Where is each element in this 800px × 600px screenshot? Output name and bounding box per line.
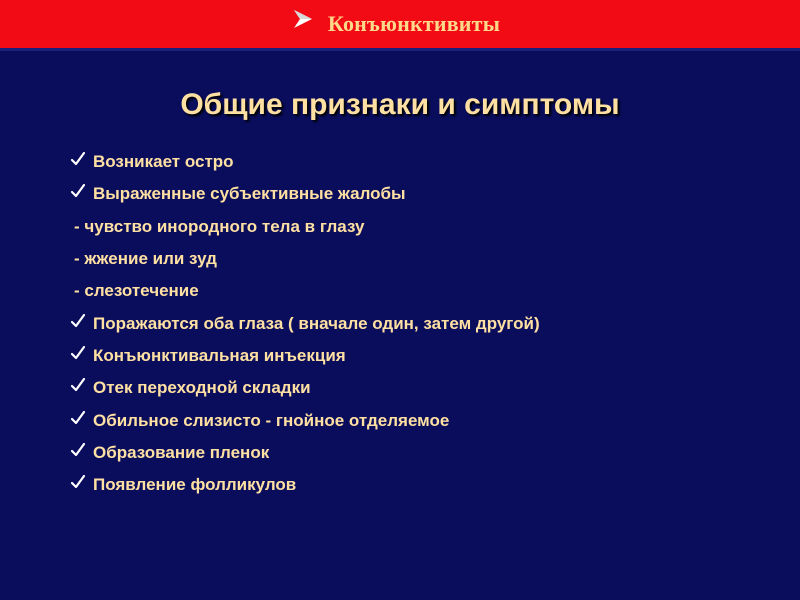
- header-title: Конъюнктивиты: [327, 11, 501, 36]
- list-item: [70, 178, 770, 210]
- list-item-text: Отек переходной складки: [93, 378, 311, 398]
- list-subitem: [70, 275, 770, 307]
- list-item-text: Поражаются оба глаза ( вначале один, затем другой): [93, 313, 540, 333]
- list-subitem: [70, 211, 770, 243]
- checkmark-icon: [70, 183, 86, 199]
- checkmark-icon: [70, 442, 86, 458]
- checkmark-icon: [70, 474, 86, 490]
- list-item-text: Конъюнктивальная инъекция: [93, 345, 346, 365]
- list-item-text: Возникает остро: [93, 152, 234, 172]
- checkmark-icon: [70, 345, 86, 361]
- list-item: [70, 340, 770, 372]
- checkmark-icon: [70, 377, 86, 393]
- list-subitem: [70, 243, 770, 275]
- list-item-text: Обильное слизисто - гнойное отделяемое: [93, 410, 450, 430]
- list-item: [70, 404, 770, 436]
- list-item-text: - жжение или зуд: [74, 249, 217, 269]
- checkmark-icon: [70, 313, 86, 329]
- arrow-bullet-icon: [292, 8, 314, 30]
- header-bar: [0, 0, 800, 48]
- checkmark-icon: [70, 151, 86, 167]
- list-item-text: Появление фолликулов: [93, 475, 297, 495]
- list-item: [70, 307, 770, 339]
- list-item-text: Выраженные субъективные жалобы: [93, 184, 406, 204]
- list-item-text: - слезотечение: [74, 281, 199, 301]
- header-divider: [0, 48, 800, 51]
- slide-heading: Общие признаки и симптомы: [180, 88, 620, 121]
- list-item: [70, 437, 770, 469]
- list-item-text: - чувство инородного тела в глазу: [74, 216, 365, 236]
- list-item: [70, 469, 770, 501]
- symptom-list: [70, 146, 770, 501]
- checkmark-icon: [70, 410, 86, 426]
- list-item: [70, 372, 770, 404]
- list-item: [70, 146, 770, 178]
- list-item-text: Образование пленок: [93, 442, 270, 462]
- header-inner: [292, 11, 500, 37]
